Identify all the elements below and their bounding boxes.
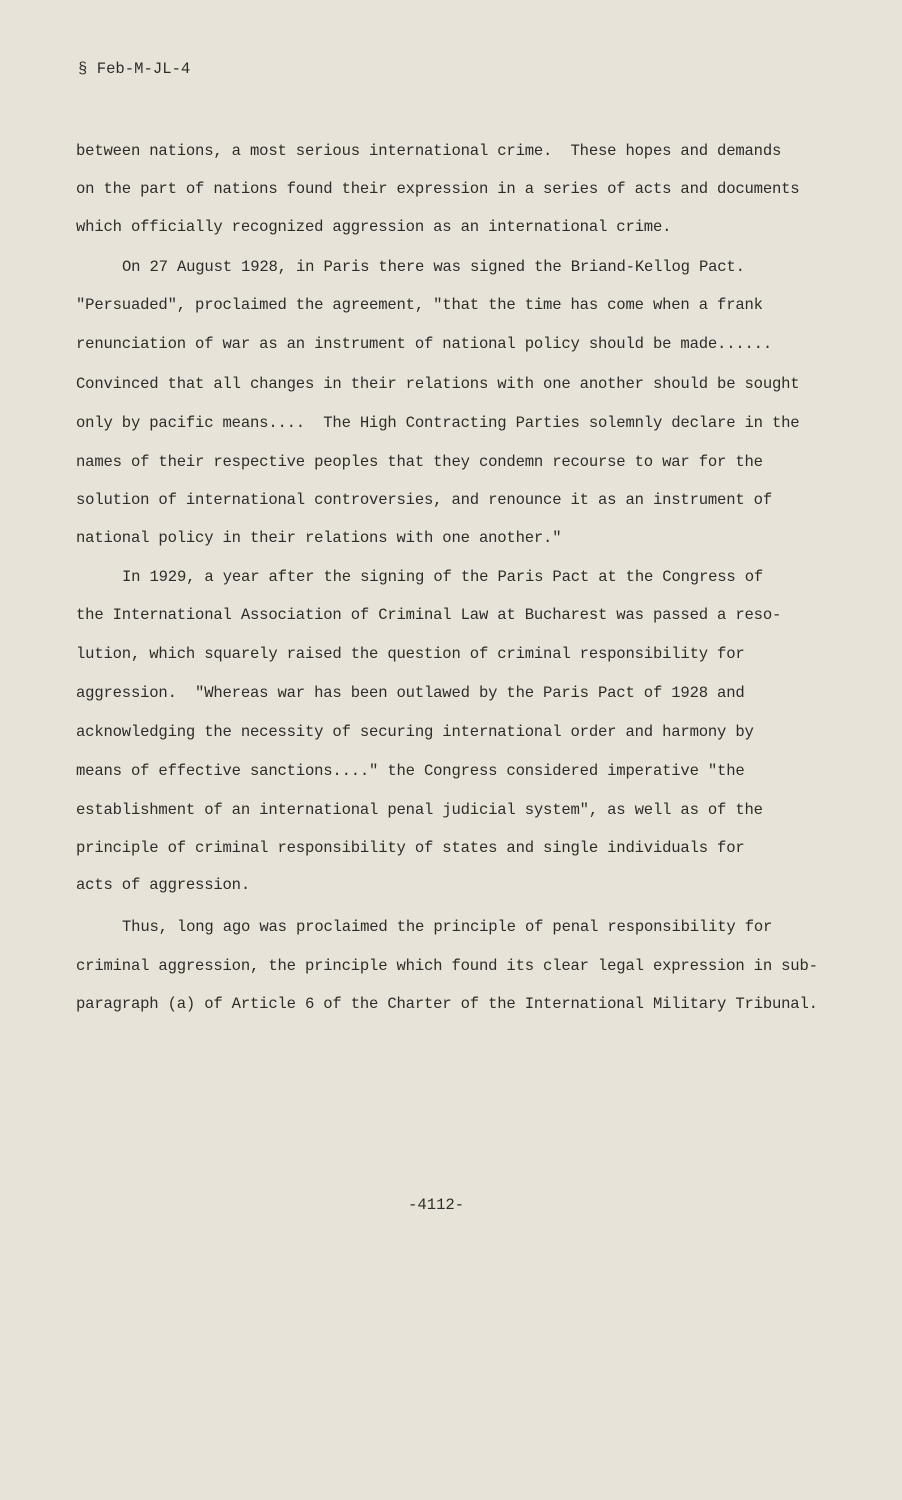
text-line: which officially recognized aggression as an international crime. (76, 218, 672, 236)
text-line: In 1929, a year after the signing of the Paris Pact at the Congress of (122, 568, 764, 586)
text-line: principle of criminal responsibility of states and single individuals for (76, 839, 745, 857)
text-line: aggression. "Whereas war has been outlawed by the Paris Pact of 1928 and (76, 684, 745, 702)
text-line: establishment of an international penal judicial system", as well as of the (76, 801, 763, 819)
text-line: names of their respective peoples that they condemn recourse to war for the (76, 453, 763, 471)
text-line: renunciation of war as an instrument of national policy should be made...... (76, 335, 772, 353)
text-line: between nations, a most serious international crime. These hopes and demands (76, 142, 782, 160)
text-line: criminal aggression, the principle which found its clear legal expression in sub- (76, 957, 818, 975)
page-number: -4112- (408, 1196, 465, 1214)
text-line: paragraph (a) of Article 6 of the Charter of the International Military Tribunal. (76, 995, 818, 1013)
document-header: § Feb-M-JL-4 (78, 60, 191, 78)
text-line: "Persuaded", proclaimed the agreement, "that the time has come when a frank (76, 296, 763, 314)
text-line: Thus, long ago was proclaimed the principle of penal responsibility for (122, 918, 773, 936)
text-line: lution, which squarely raised the question of criminal responsibility for (76, 645, 745, 663)
text-line: the International Association of Criminal Law at Bucharest was passed a reso- (76, 606, 782, 624)
text-line: Convinced that all changes in their relations with one another should be sought (76, 375, 800, 393)
text-line: national policy in their relations with one another." (76, 529, 562, 547)
text-line: acts of aggression. (76, 876, 250, 894)
text-line: only by pacific means.... The High Contracting Parties solemnly declare in the (76, 414, 800, 432)
text-line: on the part of nations found their expression in a series of acts and documents (76, 180, 800, 198)
text-line: acknowledging the necessity of securing international order and harmony by (76, 723, 754, 741)
text-line: means of effective sanctions...." the Congress considered imperative "the (76, 762, 745, 780)
text-line: On 27 August 1928, in Paris there was signed the Briand-Kellog Pact. (122, 258, 745, 276)
text-line: solution of international controversies, and renounce it as an instrument of (76, 491, 772, 509)
